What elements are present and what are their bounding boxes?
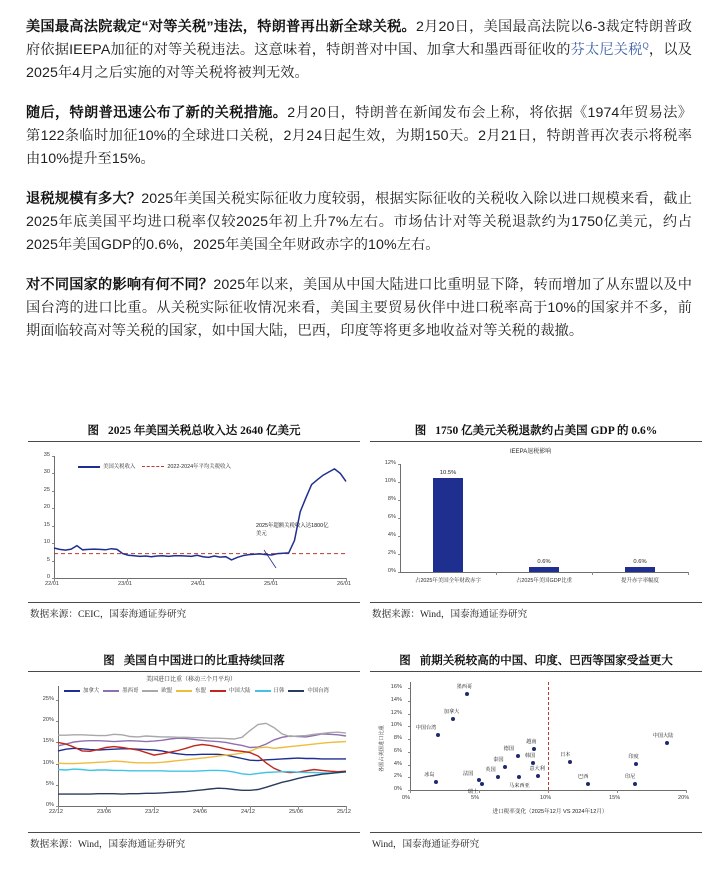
chart-2-plot: IEEPA退税影响 0% 2% 4% 6% 8% 10% 12% 10.5% 占2025年美国全年财政赤字 0.6% 占2025年美国GDP比重 0.6% 提升赤字率幅度 xyxy=(370,442,702,602)
bar xyxy=(625,567,655,572)
scatter-point xyxy=(568,760,572,764)
axis-line xyxy=(688,572,689,575)
legend-label: 2022-2024年平均关税收入 xyxy=(167,464,231,470)
scatter-point xyxy=(634,762,638,766)
scatter-point xyxy=(480,782,484,786)
scatter-point xyxy=(665,741,669,745)
paragraph-1-text-before: 2月20日，美国最高法院以6-3裁定特朗普政府依据IEEPA加征的对等关税违法。这意味着，特朗普对中国、加拿大和墨西哥征收的 xyxy=(26,19,692,58)
chart-3-import-share xyxy=(28,648,360,870)
paragraph-1 xyxy=(26,16,692,85)
legend-label: 欧盟 xyxy=(161,688,173,694)
legend-item xyxy=(210,686,251,694)
chart-4-y-axis-label: 各国占美国进口比重 xyxy=(379,725,385,772)
keyword-link-fentanyl-tariff[interactable] xyxy=(571,42,649,58)
axis-line xyxy=(592,572,593,575)
chart-2-fig-label: 图 xyxy=(414,425,427,437)
scatter-point xyxy=(465,692,469,696)
chart-3-fig-label: 图 xyxy=(103,655,115,667)
legend-swatch xyxy=(142,466,164,467)
legend-item xyxy=(142,462,231,470)
legend-swatch xyxy=(142,690,158,692)
legend-swatch xyxy=(103,690,119,692)
legend-item xyxy=(78,462,135,470)
legend-label: 加拿大 xyxy=(83,688,100,694)
chart-4-title-row xyxy=(370,648,702,671)
chart-4-title: 前期关税较高的中国、印度、巴西等国家受益更大 xyxy=(419,655,673,667)
legend-label: 美国关税收入 xyxy=(103,464,136,470)
bar xyxy=(433,478,463,573)
paragraph-1-lead: 美国最高法院裁定“对等关税”违法，特朗普再出新全球关税。 xyxy=(26,19,416,35)
legend-label: 中国大陆 xyxy=(228,688,251,694)
scatter-point xyxy=(532,747,536,751)
axis-line xyxy=(410,682,411,790)
legend-swatch xyxy=(255,690,271,692)
axis-line xyxy=(400,464,401,572)
bar xyxy=(529,567,559,572)
article-body xyxy=(0,0,718,343)
chart-3-title-row xyxy=(28,648,360,671)
scatter-point xyxy=(451,717,455,721)
chart-3-source: 数据来源：Wind，国泰海通证券研究 xyxy=(30,839,186,850)
paragraph-3 xyxy=(26,188,692,257)
legend-label: 中国台湾 xyxy=(307,688,329,694)
chart-4-country-benefit xyxy=(370,648,702,870)
legend-label: 东盟 xyxy=(195,688,206,694)
legend-swatch xyxy=(78,466,100,468)
axis-line xyxy=(400,572,688,573)
chart-1-title: 2025 年美国关税总收入达 2640 亿美元 xyxy=(107,425,301,437)
scatter-point xyxy=(633,782,637,786)
chart-4-fig-label: 图 xyxy=(399,655,411,667)
chart-4-plot: 0% 2% 4% 6% 8% 10% 12% 14% 16% 0% 5% 10% 15% 20% 墨西哥 加拿大 中国台湾 越南 德国 日本 韩国 印度 泰国 中国大陆 意大利 英国 马来西亚 法国 瑞士 冰岛 巴西 印尼 各国占美国进口比重 进口税率变化（2025年12月 VS 2024年12月） xyxy=(379,684,690,815)
legend-swatch xyxy=(64,690,80,692)
chart-2-refund-share xyxy=(370,418,702,640)
axis-line xyxy=(686,790,687,793)
axis-line xyxy=(410,790,411,793)
paragraph-3-lead: 退税规模有多大？ xyxy=(26,191,142,207)
chart-1-source: 数据来源：CEIC，国泰海通证券研究 xyxy=(30,609,187,620)
paragraph-4 xyxy=(26,274,692,343)
chart-1-annotation: 2025年超额关税收入达1800亿美元 xyxy=(256,523,329,538)
paragraph-2-text: 2月20日，特朗普在新闻发布会上称，将依据《1974年贸易法》第122条临时加征10%的全球进口关税，2月24日起生效，为期150天。2月21日，特朗普再次表示将税率由10%提升至15%。 xyxy=(26,105,692,167)
charts-grid xyxy=(0,418,718,877)
scatter-point xyxy=(434,780,438,784)
legend-item xyxy=(103,686,138,694)
paragraph-3-text: 2025年美国关税实际征收力度较弱，根据实际征收的关税收入除以进口规模来看，截止2025年底美国平均进口税率仅较2025年初上升7%左右。市场估计对等关税退款约为1750亿美元，约占2025年美国GDP的0.6%，2025年美国全年财政赤字的10%左右。 xyxy=(26,191,692,253)
scatter-point xyxy=(496,775,500,779)
scatter-point xyxy=(516,754,520,758)
scatter-point xyxy=(586,782,590,786)
scatter-point xyxy=(503,765,507,769)
chart-1-plot: 0 5 10 15 20 25 30 35 22/01 23/01 24/01 25/01 26/01 美国关税收入 2022-2024年平均关税收入 2025年超额关税收入达1800亿美元 xyxy=(43,452,351,587)
chart-2-title: 1750 亿美元关税退款约占美国 GDP 的 0.6% xyxy=(435,425,658,437)
legend-label: 日韩 xyxy=(273,688,285,694)
axis-line xyxy=(617,790,618,793)
axis-line xyxy=(479,790,480,793)
axis-line xyxy=(548,790,549,793)
paragraph-4-lead: 对不同国家的影响有何不同？ xyxy=(26,277,214,293)
scatter-point xyxy=(436,733,440,737)
chart-3-plot: 美国进口比重（移动三个月平均） 0% 5% 10% 15% 20% 25% 22/12 23/06 23/12 24/06 24/12 25/06 25/12 加拿大 墨西哥 欧盟 东盟 中国大陆 日韩 中国台湾 xyxy=(42,677,351,815)
legend-item xyxy=(142,686,172,694)
keyword-text: 芬太尼关税 xyxy=(570,42,643,58)
chart-2-title-row xyxy=(370,418,702,441)
chart-3-title: 美国自中国进口的比重持续回落 xyxy=(123,655,285,667)
chart-3-legend xyxy=(64,686,333,694)
chart-1-title-row xyxy=(28,418,360,441)
scatter-point xyxy=(477,778,481,782)
axis-line xyxy=(496,572,497,575)
scatter-point xyxy=(536,774,540,778)
paragraph-2 xyxy=(26,102,692,171)
chart-1-tariff-revenue xyxy=(28,418,360,640)
paragraph-1-text-after: ，以及2025年4月之后实施的对等关税将被判无效。 xyxy=(26,42,692,81)
chart-2-source: 数据来源：Wind，国泰海通证券研究 xyxy=(372,609,528,620)
chart-1-fig-label: 图 xyxy=(87,425,99,437)
chart-4-source: Wind，国泰海通证券研究 xyxy=(372,839,480,850)
legend-label: 墨西哥 xyxy=(122,688,139,694)
legend-swatch xyxy=(176,690,192,692)
chart-1-legend xyxy=(78,462,238,470)
reference-line xyxy=(548,682,549,790)
legend-swatch xyxy=(288,690,304,692)
scatter-point xyxy=(517,775,521,779)
legend-item xyxy=(64,686,99,694)
paragraph-4-text: 2025年以来，美国从中国大陆进口比重明显下降，转而增加了从东盟以及中国台湾的进口比重。从关税实际征收情况来看，美国主要贸易伙伴中进口税率高于10%的国家并不多，前期面临较高对等关税的国家，如中国大陆，巴西，印度等将更多地收益对等关税的裁撤。 xyxy=(26,277,692,339)
legend-swatch xyxy=(210,690,226,692)
legend-item xyxy=(288,686,329,694)
keyword-superscript: Q xyxy=(642,41,649,51)
paragraph-2-lead: 随后，特朗普迅速公布了新的关税措施。 xyxy=(26,105,288,121)
legend-item xyxy=(255,686,285,694)
legend-item xyxy=(176,686,206,694)
